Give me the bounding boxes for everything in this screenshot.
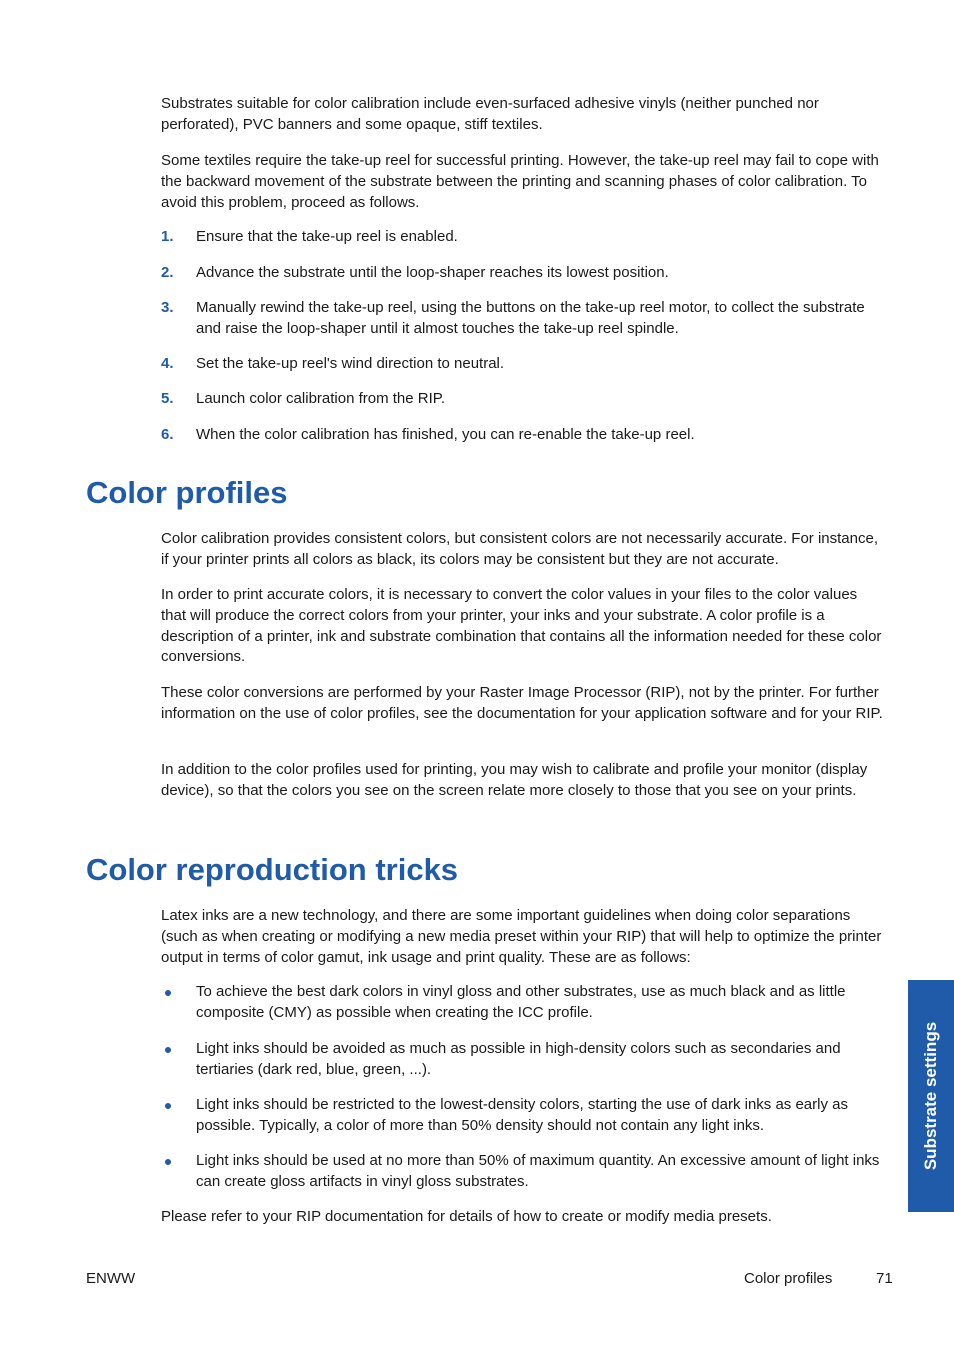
- bullet-text: To achieve the best dark colors in vinyl gloss and other substrates, use as much black and as little composite (CMY) as possible when creating the ICC profile.: [196, 983, 846, 1021]
- step-text: Ensure that the take-up reel is enabled.: [196, 228, 458, 245]
- footer-left-label: ENWW: [86, 1270, 136, 1287]
- color-profiles-paragraph-3: These color conversions are performed by your Raster Image Processor (RIP), not by the printer. For further information on the use of color profiles, see the documentation for your application software and for your RIP.: [161, 684, 883, 722]
- step-number: 1.: [161, 228, 174, 245]
- bullet-icon: [165, 1047, 171, 1053]
- step-number: 4.: [161, 355, 174, 372]
- bullet-icon: [165, 1103, 171, 1109]
- bullet-item-4: [161, 1151, 883, 1193]
- step-text: Manually rewind the take-up reel, using the buttons on the take-up reel motor, to collect the substrate and raise the loop-shaper until it almost touches the take-up reel spindle.: [196, 299, 865, 337]
- step-4: [161, 354, 883, 375]
- bullet-text: Light inks should be avoided as much as possible in high-density colors such as secondaries and tertiaries (dark red, blue, green, ...).: [196, 1040, 841, 1078]
- color-profiles-heading: Color profiles: [86, 475, 288, 510]
- bullet-icon: [165, 990, 171, 996]
- bullet-icon: [165, 1159, 171, 1165]
- bullet-item-2: [161, 1039, 883, 1081]
- bullet-item-3: [161, 1095, 883, 1137]
- side-chapter-tab: [908, 980, 954, 1212]
- color-reproduction-tricks-heading: Color reproduction tricks: [86, 852, 459, 887]
- step-text: Advance the substrate until the loop-shaper reaches its lowest position.: [196, 264, 669, 281]
- step-3: [161, 298, 883, 340]
- step-number: 3.: [161, 299, 174, 316]
- color-profiles-paragraph-1: Color calibration provides consistent colors, but consistent colors are not necessarily accurate. For instance, if your printer prints all colors as black, its colors may be consistent but they are not accurate.: [161, 530, 879, 568]
- step-2: [161, 263, 883, 284]
- intro-paragraph-1: Substrates suitable for color calibration include even-surfaced adhesive vinyls (neither punched nor perforated), PVC banners and some opaque, stiff textiles.: [161, 95, 819, 133]
- bullet-text: Light inks should be used at no more than 50% of maximum quantity. An excessive amount of light inks can create gloss artifacts in vinyl gloss substrates.: [196, 1152, 880, 1190]
- page-number: 71: [876, 1270, 893, 1287]
- color-profiles-paragraph-2: In order to print accurate colors, it is necessary to convert the color values in your files to the color values that will produce the correct colors from your printer, your inks and your substrate. A color profile is a description of a printer, ink and substrate combination that contains all the information needed for these color conversions.: [161, 586, 882, 666]
- step-text: When the color calibration has finished, you can re-enable the take-up reel.: [196, 426, 695, 443]
- tricks-intro-paragraph: Latex inks are a new technology, and there are some important guidelines when doing color separations (such as when creating or modifying a new media preset within your RIP) that will help to optimize the printer output in terms of color gamut, ink usage and print quality. These are as follows:: [161, 907, 882, 966]
- tricks-closing-paragraph: Please refer to your RIP documentation for details of how to create or modify media presets.: [161, 1208, 772, 1225]
- intro-paragraph-2: Some textiles require the take-up reel for successful printing. However, the take-up reel may fail to cope with the backward movement of the substrate between the printing and scanning phases of color calibration. To avoid this problem, proceed as follows.: [161, 152, 879, 211]
- step-6: [161, 425, 883, 446]
- step-number: 5.: [161, 390, 174, 407]
- step-number: 2.: [161, 264, 174, 281]
- footer-section-label: Color profiles: [744, 1270, 833, 1287]
- step-number: 6.: [161, 426, 174, 443]
- step-1: [161, 227, 883, 248]
- bullet-item-1: [161, 982, 883, 1024]
- bullet-text: Light inks should be restricted to the lowest-density colors, starting the use of dark inks as early as possible. Typically, a color of more than 50% density should not contain any light inks.: [196, 1096, 848, 1134]
- step-5: [161, 389, 883, 410]
- color-profiles-paragraph-4: In addition to the color profiles used for printing, you may wish to calibrate and profile your monitor (display device), so that the colors you see on the screen relate more closely to those that you see on your prints.: [161, 761, 868, 799]
- step-text: Set the take-up reel's wind direction to neutral.: [196, 355, 505, 372]
- step-text: Launch color calibration from the RIP.: [196, 390, 446, 407]
- side-chapter-tab-label: Substrate settings: [921, 1021, 940, 1171]
